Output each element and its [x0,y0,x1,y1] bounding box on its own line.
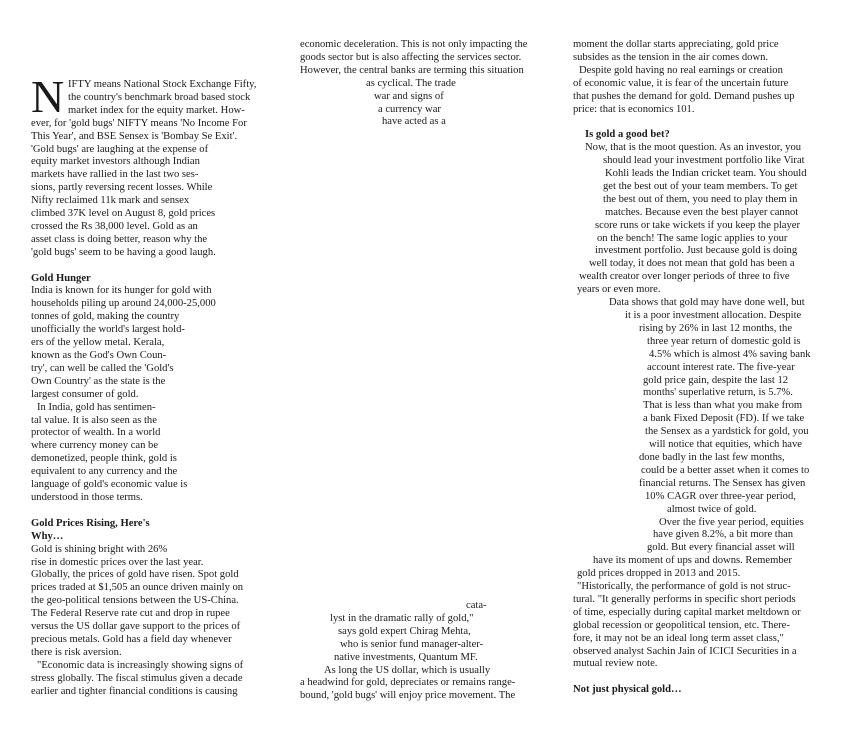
text-line: 'Gold bugs' are laughing at the expense of [31,143,209,155]
text-line [31,505,281,518]
text-line: As long the US dollar, which is usually [324,664,491,676]
text-line: 10% CAGR over three-year period, [645,490,796,502]
text-line: precious metals. Gold has a field day whenever [31,633,232,645]
text-line: says gold expert Chirag Mehta, [338,625,471,637]
text-line: ever, for 'gold bugs' NIFTY means 'No Income For [31,117,247,129]
text-line: prices traded at $1,505 an ounce driven mainly on [31,582,244,594]
text-line: there is risk aversion. [31,646,122,658]
text-line: gold prices dropped in 2013 and 2015. [577,568,741,580]
text-line: the Sensex as a yardstick for gold, you [645,426,809,438]
text-line: rise in domestic prices over the last year. [31,556,204,568]
text-line: market index for the equity market. How- [68,104,245,116]
text-line: could be a better asset when it comes to [641,464,810,476]
text-line: financial returns. The Sensex has given [639,477,806,489]
text-line: almost twice of gold. [667,503,757,515]
text-line: protector of wealth. In a world [31,427,161,439]
text-line: global recession or geopolitical tension, etc. There- [573,619,790,631]
text-line: where currency money can be [31,440,159,452]
section-heading: Not just physical gold… [573,684,682,696]
text-line: demonetized, people think, gold is [31,453,177,465]
text-line: native investments, Quantum MF. [334,651,478,663]
text-line: a bank Fixed Deposit (FD). If we take [643,413,805,425]
text-line: "Historically, the performance of gold is not struc- [577,581,791,593]
text-line: that pushes the demand for gold. Demand pushes up [573,90,795,102]
text-line: Nifty reclaimed 11k mark and sensex [31,195,190,207]
text-line: it is a poor investment allocation. Despite [625,310,802,322]
text-line [31,260,281,273]
text-line: bound, 'gold bugs' will enjoy price movement. The [300,690,516,702]
section-heading: Why… [31,530,64,542]
text-line: IFTY means National Stock Exchange Fifty, [68,79,257,90]
text-line: a currency war [378,103,441,115]
text-line: account interest rate. The five-year [647,361,795,373]
text-line: the geo-political tensions between the US-China. [31,595,239,607]
text-line: rising by 26% in last 12 months, the [639,322,793,334]
text-line: crossed the Rs 38,000 level. Gold as an [31,220,198,232]
text-line: price: that is economics 101. [573,103,695,115]
text-line [573,671,835,684]
text-line: will notice that equities, which have [649,439,802,451]
text-line: climbed 37K level on August 8, gold prices [31,208,216,220]
text-line: goods sector but is also affecting the services sector. [300,51,522,63]
article-column-2-top [300,39,562,129]
text-line: tural. "It generally performs in specific short periods [573,593,796,605]
text-line: months' superlative return, is 5.7%. [643,387,793,399]
text-line: However, the central banks are terming this situation [300,64,524,76]
text-line: wealth creator over longer periods of three to five [579,271,790,283]
text-line: lyst in the dramatic rally of gold," [330,612,474,624]
text-line: unofficially the world's largest hold- [31,324,185,336]
text-line: This Year', and BSE Sensex is 'Bombay Se Exit'. [31,130,238,142]
text-line: should lead your investment portfolio like Virat [603,155,805,167]
article-column-1 [31,71,281,698]
text-line: earlier and tighter financial conditions is causing [31,685,238,697]
text-line: India is known for its hunger for gold with [31,285,212,297]
text-line: Over the five year period, equities [659,516,804,528]
text-line: get the best out of your team members. To get [603,180,798,192]
text-line: have its moment of ups and downs. Remember [593,555,792,567]
section-heading: Gold Hunger [31,272,91,284]
drop-cap-letter: N [31,71,65,122]
section-heading: Gold Prices Rising, Here's [31,517,150,529]
text-line: a headwind for gold, depreciates or remains range- [300,677,516,689]
text-line: of economic value, it is fear of the uncertain future [573,77,789,89]
text-line: mutual review note. [573,658,658,670]
article-column-2-bottom [300,600,562,703]
text-line: Data shows that gold may have done well, but [609,297,805,309]
text-line: have given 8.2%, a bit more than [653,529,794,541]
text-line: on the bench! The same logic applies to your [597,232,788,244]
text-line: investment portfolio. Just because gold is doing [595,245,798,257]
text-line: who is senior fund manager-alter- [340,638,484,650]
text-line: tal value. It is also seen as the [31,414,157,426]
text-line: war and signs of [374,90,444,102]
text-line: language of gold's economic value is [31,479,188,491]
text-line: Now, that is the moot question. As an investor, you [585,142,802,154]
text-line: the country's benchmark broad based stock [68,91,251,103]
text-line: have acted as a [382,116,446,128]
text-line: of time, especially during capital market meltdown or [573,606,801,618]
section-heading: Is gold a good bet? [585,129,670,141]
text-line: years or even more. [577,284,661,296]
text-line: Own Country' as the state is the [31,375,166,387]
text-line: subsides as the tension in the air comes down. [573,51,769,63]
text-line: done badly in the last few months, [639,451,785,463]
text-line: tonnes of gold, making the country [31,311,180,323]
text-line: Kohli leads the Indian cricket team. You should [605,168,807,180]
text-line: equivalent to any currency and the [31,466,178,478]
text-line: gold. But every financial asset will [647,542,795,554]
text-line: "Economic data is increasingly showing signs of [37,659,244,671]
text-line: known as the God's Own Coun- [31,350,167,362]
text-line: fore, it may not be an ideal long term asset class," [573,632,784,644]
text-line: ers of the yellow metal. Kerala, [31,337,165,349]
text-line: score runs or take wickets if you keep the player [595,219,801,231]
text-line: moment the dollar starts appreciating, gold price [573,39,779,50]
text-line: understood in those terms. [31,491,143,503]
text-line: versus the US dollar gave support to the prices of [31,621,241,633]
text-line: stress globally. The fiscal stimulus given a decade [31,672,243,684]
text-line: markets have rallied in the last two ses- [31,169,199,181]
text-line: observed analyst Sachin Jain of ICICI Securities in a [573,645,797,657]
text-line: well today, it does not mean that gold has been a [589,258,795,270]
text-line: 4.5% which is almost 4% saving bank [649,348,811,360]
text-line: In India, gold has sentimen- [37,401,156,413]
text-line: economic deceleration. This is not only impacting the [300,39,528,50]
text-line: The Federal Reserve rate cut and drop in rupee [31,608,230,620]
text-line: the best out of them, you need to play them in [603,193,798,205]
text-line: cata- [466,600,487,611]
text-line: 'gold bugs' seem to be having a good laugh. [31,246,216,258]
text-line: Gold is shining bright with 26% [31,543,168,555]
text-line: equity market investors although Indian [31,156,200,168]
text-line: asset class is doing better, reason why the [31,233,208,245]
text-line: three year return of domestic gold is [647,335,801,347]
article-column-3 [573,39,835,697]
text-line: gold price gain, despite the last 12 [643,374,789,386]
text-line: largest consumer of gold. [31,388,139,400]
text-line: That is less than what you make from [643,400,803,412]
text-line: Globally, the prices of gold have risen. Spot gold [31,569,239,581]
text-line: sions, partly reversing recent losses. While [31,182,213,194]
text-line: matches. Because even the best player cannot [605,206,799,218]
text-line: Despite gold having no real earnings or creation [579,64,783,76]
text-line: try', can well be called the 'Gold's [31,362,174,374]
text-line: households piling up around 24,000-25,000 [31,298,216,310]
text-line [573,116,835,129]
text-line: as cyclical. The trade [366,77,456,89]
